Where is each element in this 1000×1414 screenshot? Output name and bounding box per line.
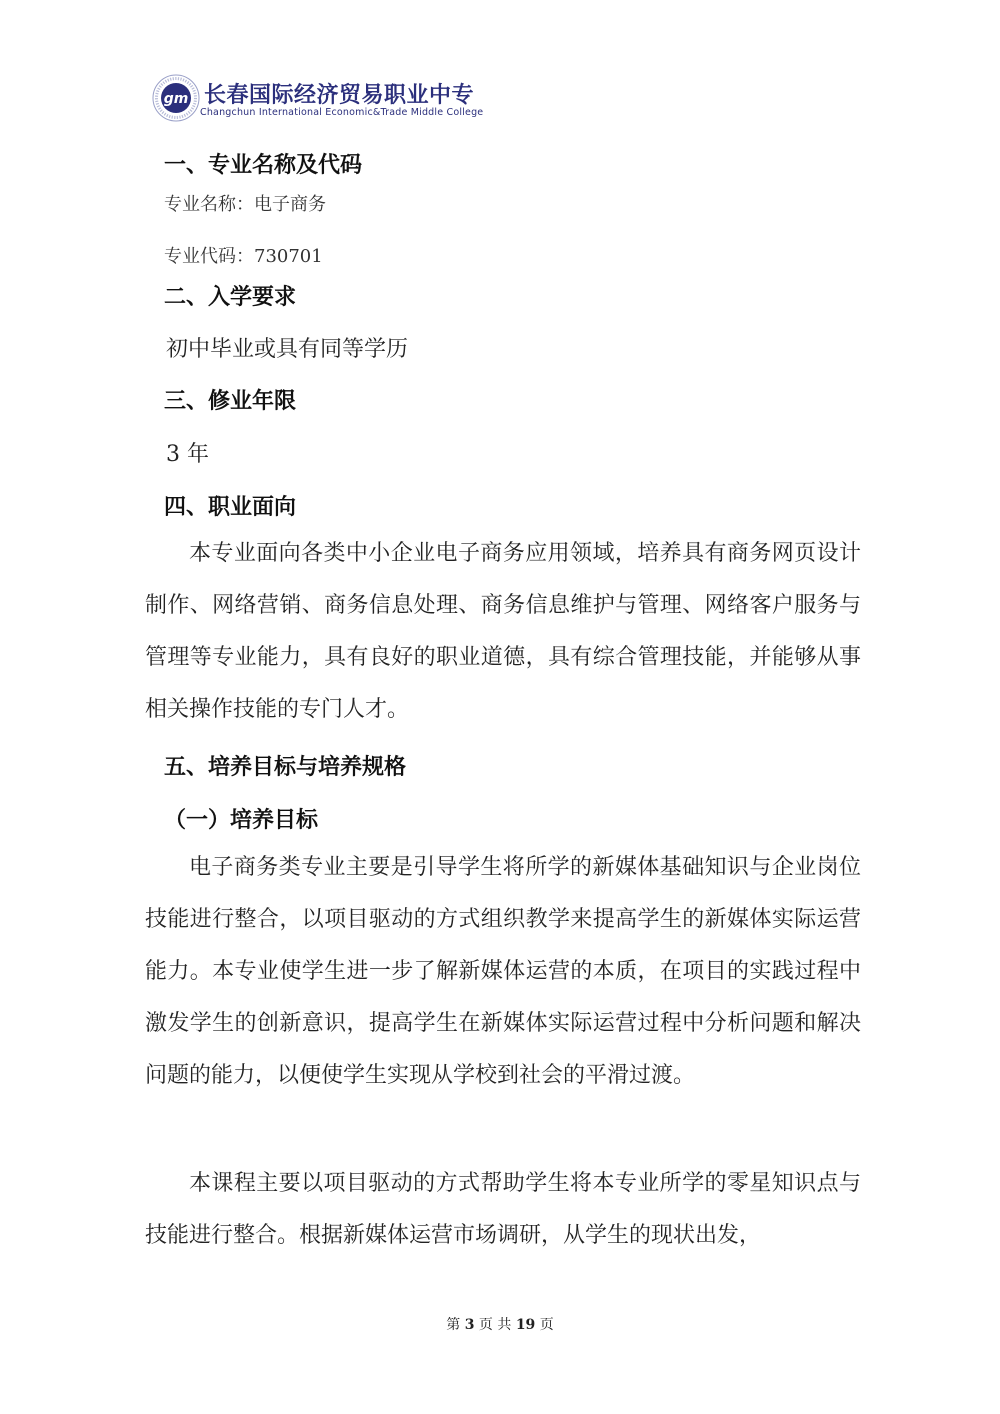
page-number: 3	[464, 1317, 475, 1333]
course-paragraph: 本课程主要以项目驱动的方式帮助学生将本专业所学的零星知识点与技能进行整合。根据新媒体运营市场调研，从学生的现状出发，	[145, 1171, 861, 1248]
footer-suffix: 页	[539, 1317, 554, 1333]
major-name: 专业名称：电子商务	[164, 194, 326, 215]
school-name-cn: 长春国际经济贸易职业中专	[204, 82, 475, 108]
school-logo-icon	[152, 74, 200, 122]
svg-text:gm: gm	[163, 91, 189, 107]
page-total: 19	[515, 1317, 536, 1333]
study-duration: 3 年	[166, 442, 209, 467]
footer-middle: 页 共	[478, 1317, 512, 1333]
section-4-title: 四、职业面向	[164, 495, 297, 520]
major-code: 专业代码：730701	[164, 246, 323, 267]
section-5-title: 五、培养目标与培养规格	[164, 755, 407, 780]
school-header	[152, 74, 484, 126]
training-goal-paragraph: 电子商务类专业主要是引导学生将所学的新媒体基础知识与企业岗位技能进行整合，以项目驱动的方式组织教学来提高学生的新媒体实际运营能力。本专业使学生进一步了解新媒体运营的本质，在项目的实践过程中激发学生的创新意识，提高学生在新媒体实际运营过程中分析问题和解决问题的能力，以便使学生实现从学校到社会的平滑过渡。	[145, 855, 861, 1088]
page-footer	[0, 1314, 1000, 1334]
section-3-title: 三、修业年限	[164, 389, 297, 414]
section-1-title: 一、专业名称及代码	[164, 153, 363, 178]
school-name-en: Changchun International Economic&Trade Middle College	[200, 107, 484, 118]
footer-prefix: 第	[446, 1317, 461, 1333]
career-orientation-paragraph: 本专业面向各类中小企业电子商务应用领域，培养具有商务网页设计制作、网络营销、商务信息处理、商务信息维护与管理、网络客户服务与管理等专业能力，具有良好的职业道德，具有综合管理技能，并能够从事相关操作技能的专门人才。	[145, 541, 861, 722]
admission-requirement: 初中毕业或具有同等学历	[166, 337, 409, 362]
subsection-training-goal: （一）培养目标	[164, 808, 319, 833]
section-2-title: 二、入学要求	[164, 285, 297, 310]
